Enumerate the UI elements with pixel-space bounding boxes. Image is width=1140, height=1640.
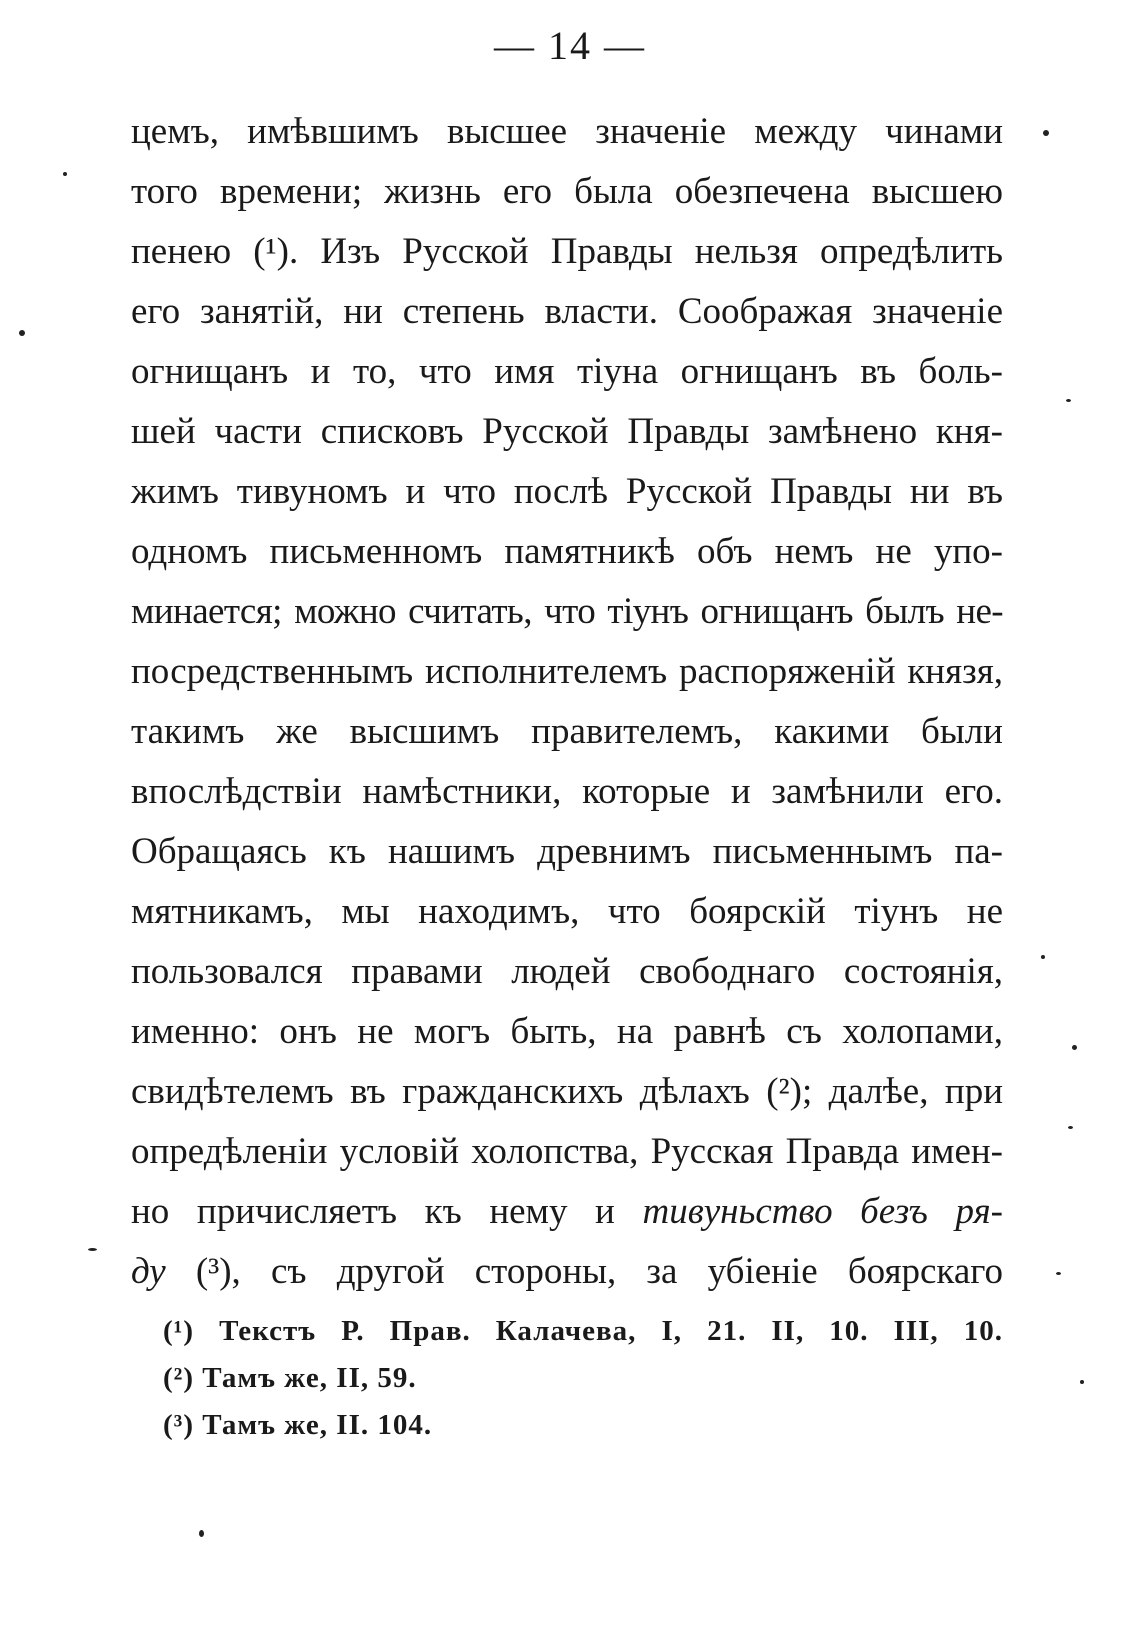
text-line: цемъ, имѣвшимъ высшее значеніе между чинами [131,111,1003,152]
text-span: но причисляетъ къ нему и [131,1191,615,1232]
text-line: впослѣдствіи намѣстники, которые и замѣнили его. [131,771,1003,812]
text-line: такимъ же высшимъ правителемъ, какими были [131,711,1003,752]
text-line: опредѣленіи условій холопства, Русская Правда имен- [131,1131,1003,1172]
italic-term: ду [131,1251,166,1292]
scan-speck [88,1248,97,1251]
text-line-mixed [131,1182,1003,1242]
scan-speck [1072,1045,1077,1050]
text-line: посредственнымъ исполнителемъ распоряженій князя, [131,651,1003,692]
text-line: пенею (¹). Изъ Русской Правды нельзя опредѣлить [131,231,1003,272]
text-span: (³), съ другой стороны, за убіеніе боярскаго [165,1251,1003,1292]
page-number: — 14 — [494,23,646,68]
text-line: одномъ письменномъ памятникѣ объ немъ не упо- [131,531,1003,572]
scan-speck [1056,1272,1061,1275]
text-line: жимъ тивуномъ и что послѣ Русской Правды ни въ [131,471,1003,512]
italic-term: тивуньство безъ ря- [642,1191,1003,1232]
text-line: пользовался правами людей свободнаго состоянія, [131,951,1003,992]
body-text [131,102,1003,1302]
footnotes [163,1308,1003,1449]
footnote: (³) Тамъ же, II. 104. [163,1409,433,1441]
scan-speck [1041,955,1045,959]
scan-speck [19,330,25,336]
text-line: мятникамъ, мы находимъ, что боярскій тіунъ не [131,891,1003,932]
scan-speck [63,172,67,176]
scan-speck [1043,130,1049,136]
scan-speck [1066,399,1071,402]
scan-speck [199,1530,204,1537]
text-line: Обращаясь къ нашимъ древнимъ письменнымъ па- [131,831,1003,872]
text-line: свидѣтелемъ въ гражданскихъ дѣлахъ (²); далѣе, при [131,1071,1003,1112]
text-line: именно: онъ не могъ быть, на равнѣ съ холопами, [131,1011,1003,1052]
footnote: (¹) Текстъ Р. Прав. Калачева, I, 21. II, 10. III, 10. [163,1315,1003,1347]
text-line: шей части списковъ Русской Правды замѣнено кня- [131,411,1003,452]
scan-speck [1080,1380,1084,1384]
scan-speck [1068,1126,1073,1129]
text-line-mixed [131,1242,1003,1302]
text-line: того времени; жизнь его была обезпечена высшею [131,171,1003,212]
text-line: огнищанъ и то, что имя тіуна огнищанъ въ боль- [131,351,1003,392]
text-line: минается; можно считать, что тіунъ огнищанъ былъ не- [131,591,1003,632]
footnote: (²) Тамъ же, II, 59. [163,1362,417,1394]
text-line: его занятій, ни степень власти. Соображая значеніе [131,291,1003,332]
